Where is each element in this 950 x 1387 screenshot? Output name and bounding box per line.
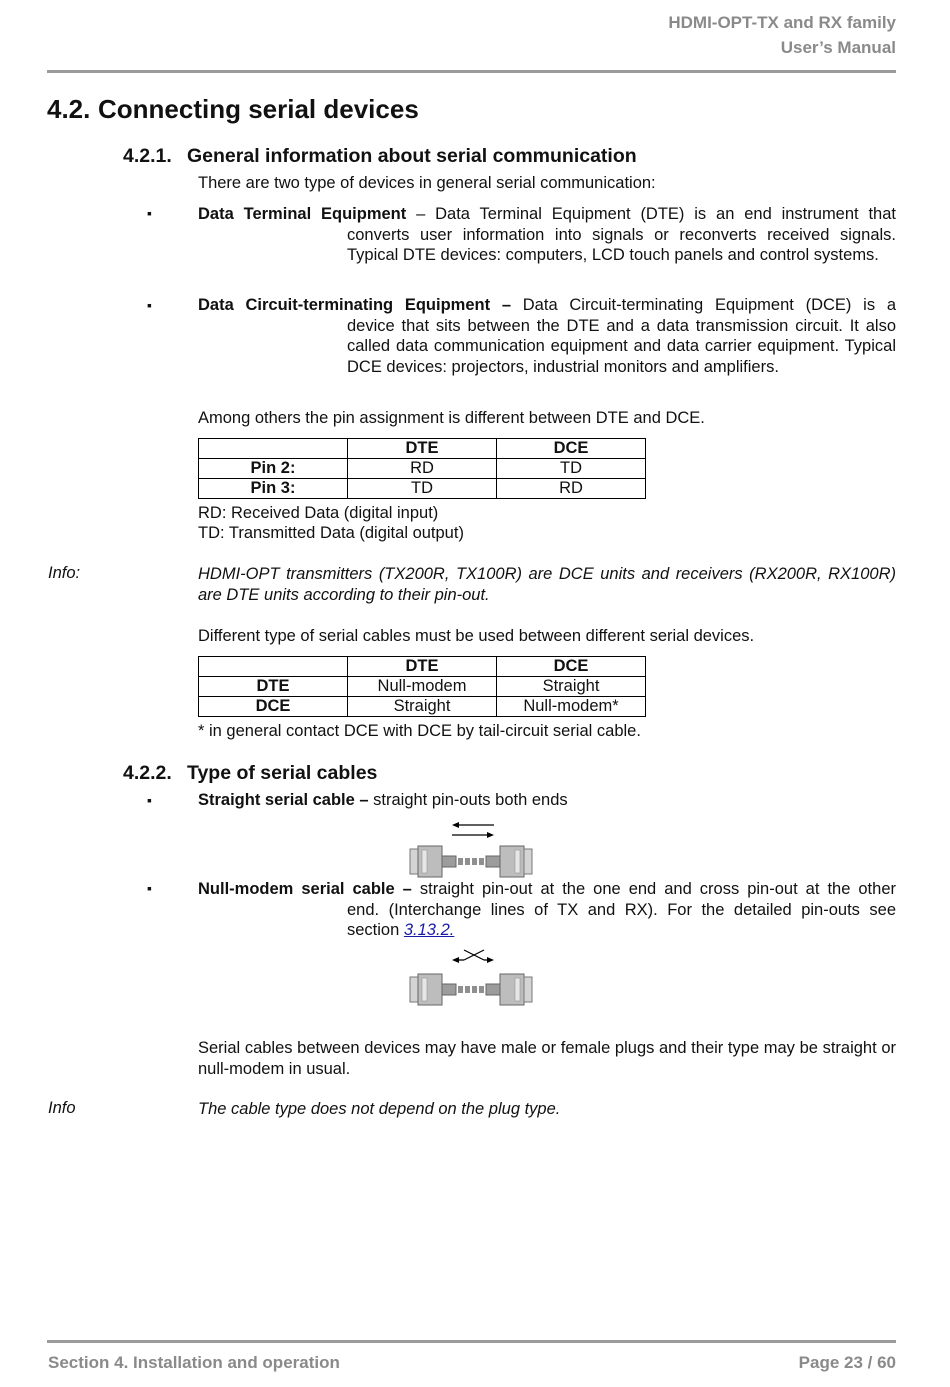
info-label: Info:: [48, 564, 81, 582]
null-modem-term: Null-modem serial cable –: [198, 880, 412, 898]
plug-types-paragraph: Serial cables between devices may have male or female plugs and their type may be straight or null-modem in usual.: [198, 1039, 896, 1078]
bullet-marker: ▪: [147, 297, 152, 313]
dte-definition-start: Data Terminal Equipment (DTE) is an end instrument that: [435, 205, 896, 223]
section-link[interactable]: 3.13.2.: [403, 921, 455, 939]
pin-note-td: TD: Transmitted Data (digital output): [198, 524, 464, 542]
term-separator: [511, 296, 523, 314]
table-row: [199, 459, 646, 479]
subsection-title: Type of serial cables: [187, 762, 378, 784]
straight-cable-term: Straight serial cable –: [198, 791, 369, 809]
list-item-straight-cable: [198, 790, 896, 811]
table-cell: TD: [497, 459, 646, 479]
section-number: 4.2.: [47, 94, 91, 124]
dte-definition-rest: converts user information into signals or reconverts received signals. Typical DTE devices: computers, LCD touch panels and control systems.: [347, 225, 896, 264]
table-cell: TD: [348, 479, 497, 499]
cable-types-text: Different type of serial cables must be used between different serial devices.: [198, 627, 755, 645]
table-row: [199, 697, 646, 717]
dce-definition-rest: device that sits between the DTE and a data transmission circuit. It also called data communication equipment and data carrier equipment. Typical DCE devices: projectors, industrial monitors and amplifiers.: [347, 316, 896, 376]
table-cell: [199, 657, 348, 677]
table-header-row: [199, 657, 646, 677]
list-item-dte: [198, 204, 896, 266]
table-header-cell: DCE: [497, 657, 646, 677]
footer-page-number: Page 23 / 60: [798, 1353, 896, 1372]
table-cell: Null-modem: [348, 677, 497, 697]
bullet-marker: ▪: [147, 205, 152, 221]
subsection-number: 4.2.2.: [123, 762, 172, 784]
table-row-label: DCE: [199, 697, 348, 717]
subsection-number: 4.2.1.: [123, 145, 172, 167]
header-rule: [47, 70, 896, 73]
footer-section: Section 4. Installation and operation: [48, 1353, 340, 1372]
dce-term: Data Circuit-terminating Equipment –: [198, 296, 512, 314]
table-cell: RD: [348, 459, 497, 479]
null-modem-cable-icon: [408, 946, 536, 1008]
table-cell: RD: [497, 479, 646, 499]
table-header-cell: DTE: [348, 439, 497, 459]
table-header-row: [199, 439, 646, 459]
info-text-plug: The cable type does not depend on the plug type.: [198, 1100, 561, 1118]
table-cell: Straight: [497, 677, 646, 697]
table-row: [199, 479, 646, 499]
bullet-marker: ▪: [147, 880, 152, 896]
pin-assignment-table: [198, 438, 646, 499]
info-text-units: HDMI-OPT transmitters (TX200R, TX100R) are DCE units and receivers (RX200R, RX100R) are DTE units according to their pin-out.: [198, 565, 896, 604]
footer-rule: [47, 1340, 896, 1343]
dce-definition-start: Data Circuit-terminating Equipment (DCE) is a: [522, 296, 896, 314]
pin-note-rd: RD: Received Data (digital input): [198, 504, 439, 522]
bullet-marker: ▪: [147, 792, 152, 808]
table-row: [199, 677, 646, 697]
cable-footnote: * in general contact DCE with DCE by tail-circuit serial cable.: [198, 722, 641, 740]
table-cell: Straight: [348, 697, 497, 717]
straight-cable-description: straight pin-outs both ends: [368, 791, 568, 809]
table-cell: Null-modem*: [497, 697, 646, 717]
subsection-title: General information about serial communication: [187, 145, 637, 167]
null-modem-description-start: straight pin-out at the one end and cross pin-out at the other: [411, 880, 896, 898]
header-product: HDMI-OPT-TX and RX family: [668, 13, 896, 32]
section-title: Connecting serial devices: [98, 94, 419, 124]
list-item-null-modem-cable: [198, 879, 896, 941]
list-item-dce: [198, 295, 896, 377]
info-label: Info: [48, 1099, 76, 1117]
term-separator: –: [406, 205, 436, 223]
subsection-heading-cables: [123, 762, 377, 785]
section-heading: [47, 94, 419, 125]
subsection-heading-general: [123, 145, 637, 168]
table-cell: [199, 439, 348, 459]
dte-term: Data Terminal Equipment: [198, 205, 407, 223]
table-row-label: Pin 2:: [199, 459, 348, 479]
null-modem-description-rest: end. (Interchange lines of TX and RX). For the detailed pin-outs see section: [347, 900, 896, 939]
table-row-label: Pin 3:: [199, 479, 348, 499]
table-header-cell: DCE: [497, 439, 646, 459]
table-row-label: DTE: [199, 677, 348, 697]
table-header-cell: DTE: [348, 657, 497, 677]
pin-assignment-text: Among others the pin assignment is different between DTE and DCE.: [198, 409, 705, 427]
intro-paragraph: There are two type of devices in general serial communication:: [198, 174, 656, 192]
header-doc-type: User’s Manual: [780, 38, 896, 57]
straight-cable-icon: [408, 818, 536, 880]
running-header: [668, 10, 896, 60]
cable-type-table: [198, 656, 646, 717]
